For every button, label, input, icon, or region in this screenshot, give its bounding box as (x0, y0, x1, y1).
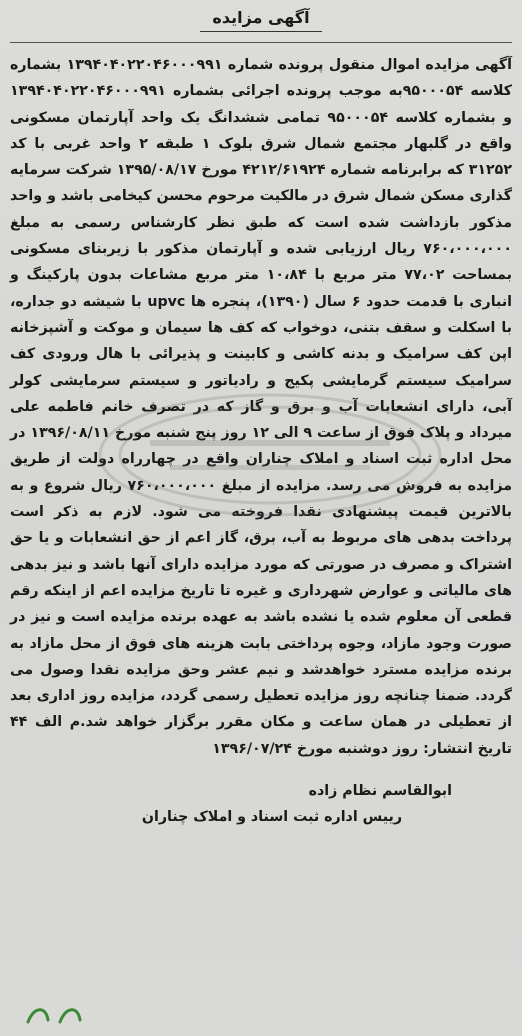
signature-name: ابوالقاسم نظام زاده (308, 783, 452, 800)
handwritten-mark (20, 1000, 140, 1030)
signature-title: رییس اداره ثبت اسناد و املاک چناران (141, 809, 402, 826)
notice-header (10, 6, 512, 44)
notice-body (10, 52, 512, 762)
signature-block (10, 778, 512, 830)
header-divider (10, 42, 512, 43)
notice-body-text: آگهی مزایده اموال منقول پرونده شماره ۱۳۹۴۰۴۰۲۲۰۴۶۰۰۰۹۹۱ بشماره کلاسه ۹۵۰۰۰۵۴به موجب پرونده اجرائی بشماره ۱۳۹۴۰۴۰۲۲۰۴۶۰۰۰۹۹۱ و بشماره کلاسه ۹۵۰۰۰۵۴ تمامی ششدانگ یک واحد آپارتمان مسکونی واقع در گلبهار مجتمع شمال شرق بلوک ۱ طبقه ۲ واحد غربی با کد ۳۱۲۵۲ که برابرنامه شماره ۴۲۱۲/۶۱۹۲۴ مورخ ۱۳۹۵/۰۸/۱۷ شرکت سرمایه گذاری مسکن شمال شرق در مالکیت مرحوم محسن کیخامی باشد و واحد مذکور بازداشت شده است که طبق نظر کارشناس رسمی به مبلغ ۷۶۰،۰۰۰،۰۰۰ ریال ارزیابی شده و آپارتمان مذکور با زیربنای مسکونی بمساحت ۷۷،۰۲ متر مربع با ۱۰،۸۴ متر مربع مشاعات بدون پارکینگ و انباری با قدمت حدود ۶ سال (۱۳۹۰)، پنجره ها upvc با شیشه دو جداره، با اسکلت و سقف بتنی، دوخواب که کف ها سیمان و موکت و آشپزخانه اپن کف سرامیک و بدنه کاشی و کابینت و پذیرائی با هال ورودی کف سرامیک سیستم گرمایشی پکیج و رادیاتور و سیستم سرمایشی کولر آبی، دارای انشعابات آب و برق و گاز که در تصرف خانم فاطمه علی میرداد و پلاک فوق از ساعت ۹ الی ۱۲ روز پنج شنبه مورخ ۱۳۹۶/۰۸/۱۱ در محل اداره ثبت اسناد و املاک چناران واقع در چهارراه دولت از طریق مزایده به فروش می رسد. مزایده از مبلغ ۷۶۰،۰۰۰،۰۰۰ ریال شروع و به بالاترین قیمت پیشنهادی نقدا فروخته می شود. لازم به ذکر است پرداخت بدهی های مربوط به آب، برق، گاز اعم از حق انشعابات و یا حق اشتراک و مصرف در صورتی که مورد مزایده دارای آنها باشد و نیز بدهی های مالیاتی و عوارض شهرداری و غیره تا تاریخ مزایده اعم از اینکه رقم قطعی آن معلوم شده یا نشده باشد به عهده برنده مزایده است و نیز در صورت وجود مازاد، وجوه پرداختی بابت هزینه های فوق از محل مازاد به برنده مزایده مسترد خواهدشد و نیم عشر وحق مزایده نقدا وصول می گردد. ضمنا چنانچه روز مزایده تعطیل رسمی گردد، مزایده روز اداری بعد از تعطیلی در همان ساعت و مکان مقرر برگزار خواهد شد.م الف ۴۴ تاریخ انتشار: روز دوشنبه مورخ ۱۳۹۶/۰۷/۲۴ (10, 57, 513, 757)
notice-title: آگهی مزایده (200, 6, 321, 32)
